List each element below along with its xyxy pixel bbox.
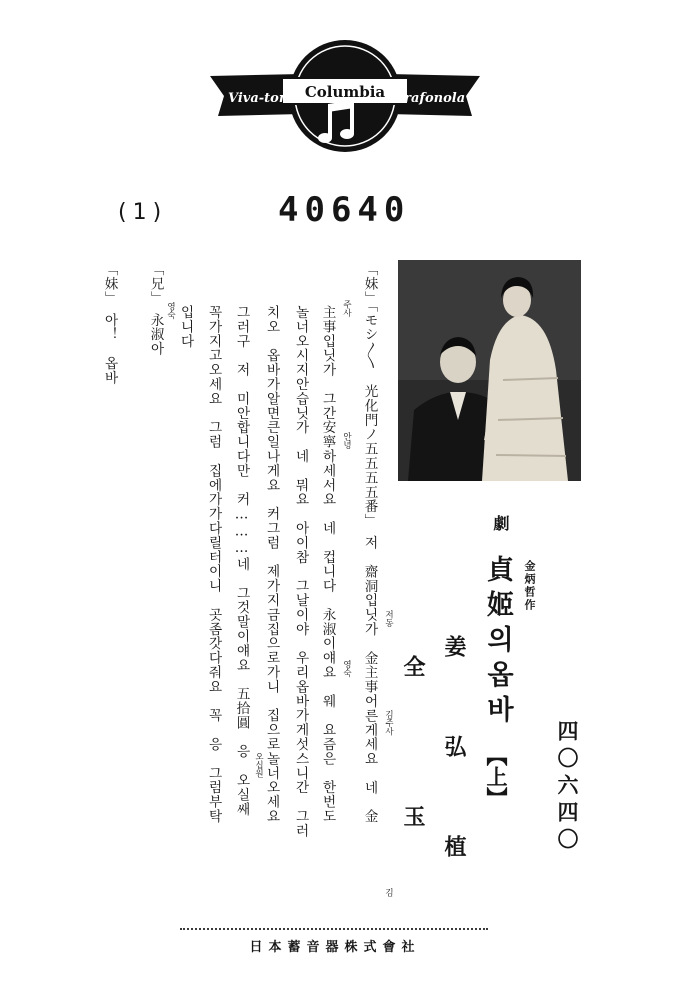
script-line-4: 치오 옵바가알면큰일나게요 커그럼 제가지금집으로가니 집으로놀너오세요	[263, 305, 280, 824]
script-line-8: 「兄」 永淑아	[147, 262, 164, 356]
page-number: (1)	[118, 200, 168, 225]
script-line-3: 놀너오시지안습닛가 네 뭐요 아이참 그날이야 우리옵바가게섯스니간 그러	[292, 305, 309, 838]
footer-divider	[180, 928, 488, 930]
performer-2: 全 玉	[400, 655, 426, 855]
ruby-yeongsuk-2: 영숙	[165, 302, 176, 319]
drama-title: 貞姬의옵바	[482, 555, 513, 730]
performers-photo	[398, 260, 581, 481]
script-line-5: 그러구 저 미안합니다만 커………네 그것말이얘요 五拾圓 응 오실쌔	[233, 305, 250, 817]
ruby-jusa: 주사	[341, 300, 352, 317]
part-label: 【上】	[484, 745, 509, 808]
logo-right-banner: Grafonola	[393, 91, 466, 106]
publisher-footer: 日本蓄音器株式會社	[249, 940, 421, 955]
ruby-osibwon: 오십원	[253, 752, 264, 778]
script-line-1: 「妹」「モシ〳〵 光化門ノ五五五五番」 저 齋洞입닛가 金主事어른게세요 네 金	[361, 262, 378, 824]
ruby-yeongsuk-1: 영숙	[341, 660, 352, 677]
script-line-7: 입니다	[177, 305, 194, 349]
genre-label: 劇	[491, 515, 510, 531]
performer-1: 姜 弘 植	[441, 635, 467, 885]
logo-left-banner: Viva-tonal	[228, 91, 302, 106]
catalog-number: 40640	[278, 190, 411, 230]
ruby-gim: 김	[383, 888, 394, 897]
script-line-2: 主事입닛가 그간安寧하세서요 네 컵니다 永淑이얘요 웨 요즘은 한번도	[319, 305, 336, 824]
logo-brand: Columbia	[304, 83, 386, 101]
script-line-9: 「妹」 아！ 옵바	[101, 262, 118, 385]
ruby-annyeong: 안녕	[341, 432, 352, 449]
author-credit: 金炳哲作	[523, 560, 536, 612]
ruby-jeodong: 저동	[383, 610, 394, 627]
ruby-gimjusa: 김주사	[383, 710, 394, 736]
side-catalog-number: 四〇六四〇	[555, 720, 579, 855]
columbia-logo	[210, 38, 480, 158]
script-line-6: 꼭가지고오세요 그럼 집에가가다릴터이니 곳좀갓다줘요 꼭 응 그럼부탁	[205, 305, 222, 824]
